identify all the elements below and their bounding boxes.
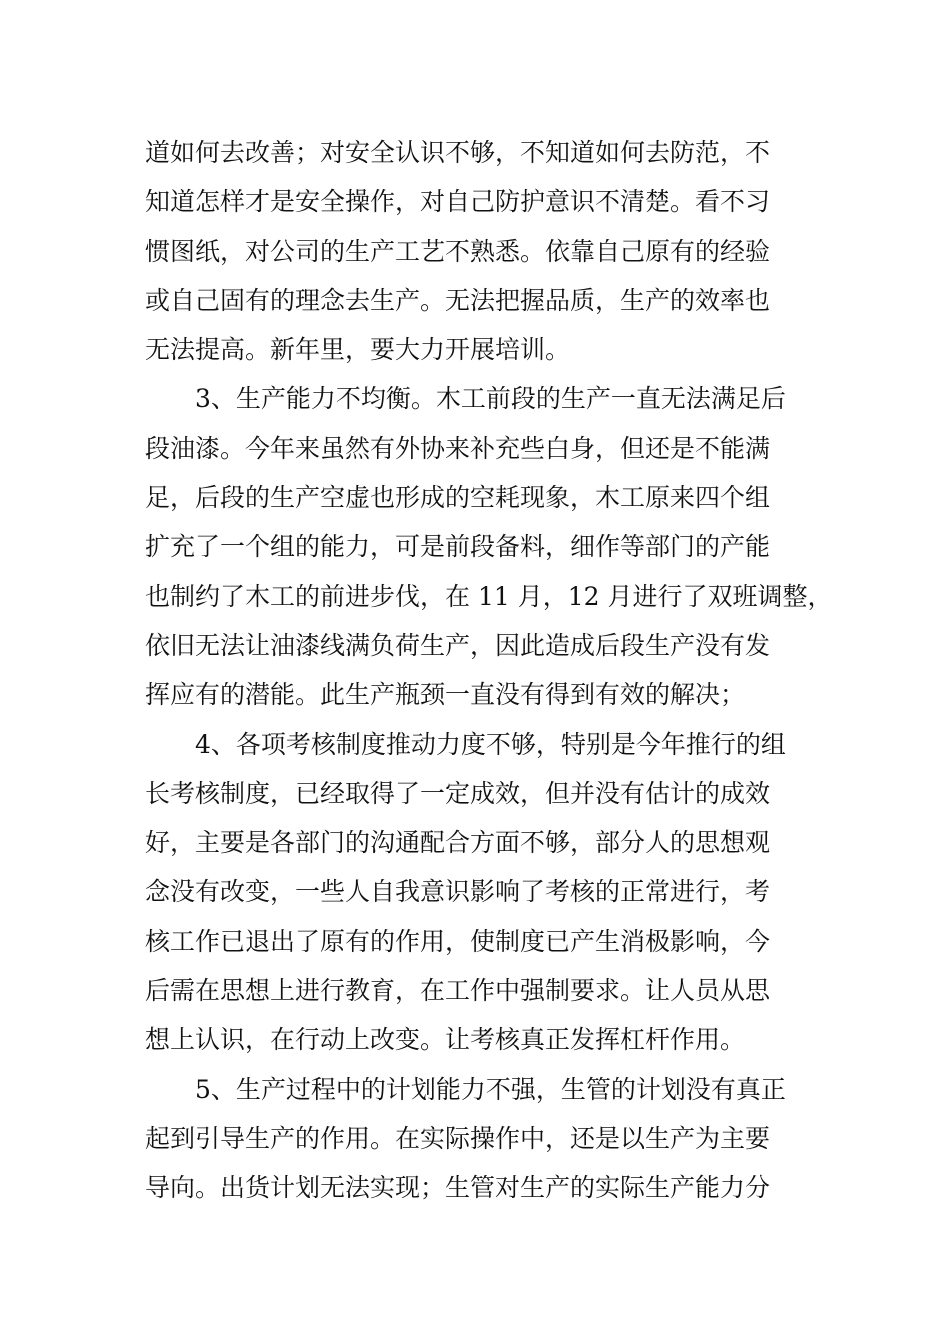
paragraph-5-first-line: 5、生产过程中的计划能力不强，生管的计划没有真正 (195, 1074, 786, 1104)
text-line: 挥应有的潜能。此生产瓶颈一直没有得到有效的解决； (145, 680, 746, 710)
text-line: 依旧无法让油漆线满负荷生产，因此造成后段生产没有发 (145, 630, 771, 660)
text-line: 惯图纸，对公司的生产工艺不熟悉。依靠自己原有的经验 (145, 236, 771, 266)
text-line: 导向。出货计划无法实现；生管对生产的实际生产能力分 (145, 1173, 771, 1203)
text-line: 想上认识，在行动上改变。让考核真正发挥杠杆作用。 (145, 1025, 746, 1055)
text-line: 核工作已退出了原有的作用，使制度已产生消极影响，今 (145, 926, 771, 956)
text-line: 段油漆。今年来虽然有外协来补充些白身，但还是不能满 (145, 433, 771, 463)
text-line: 或自己固有的理念去生产。无法把握品质，生产的效率也 (145, 285, 771, 315)
body-text (145, 128, 835, 1213)
text-line: 长考核制度，已经取得了一定成效，但并没有估计的成效 (145, 778, 771, 808)
text-line: 无法提高。新年里，要大力开展培训。 (145, 335, 571, 365)
text-line: 念没有改变，一些人自我意识影响了考核的正常进行，考 (145, 877, 771, 907)
text-line: 起到引导生产的作用。在实际操作中，还是以生产为主要 (145, 1123, 771, 1153)
paragraph-4-first-line: 4、各项考核制度推动力度不够，特别是今年推行的组 (195, 729, 786, 759)
paragraph-3-first-line: 3、生产能力不均衡。木工前段的生产一直无法满足后 (195, 384, 786, 414)
text-line: 也制约了木工的前进步伐，在 11 月，12 月进行了双班调整， (145, 581, 833, 611)
text-line: 扩充了一个组的能力，可是前段备料，细作等部门的产能 (145, 532, 771, 562)
text-line: 后需在思想上进行教育，在工作中强制要求。让人员从思 (145, 976, 771, 1006)
text-line: 知道怎样才是安全操作，对自己防护意识不清楚。看不习 (145, 187, 771, 217)
text-line: 足，后段的生产空虚也形成的空耗现象，木工原来四个组 (145, 483, 771, 513)
text-line: 好，主要是各部门的沟通配合方面不够，部分人的思想观 (145, 828, 771, 858)
text-line: 道如何去改善；对安全认识不够，不知道如何去防范，不 (145, 138, 771, 167)
